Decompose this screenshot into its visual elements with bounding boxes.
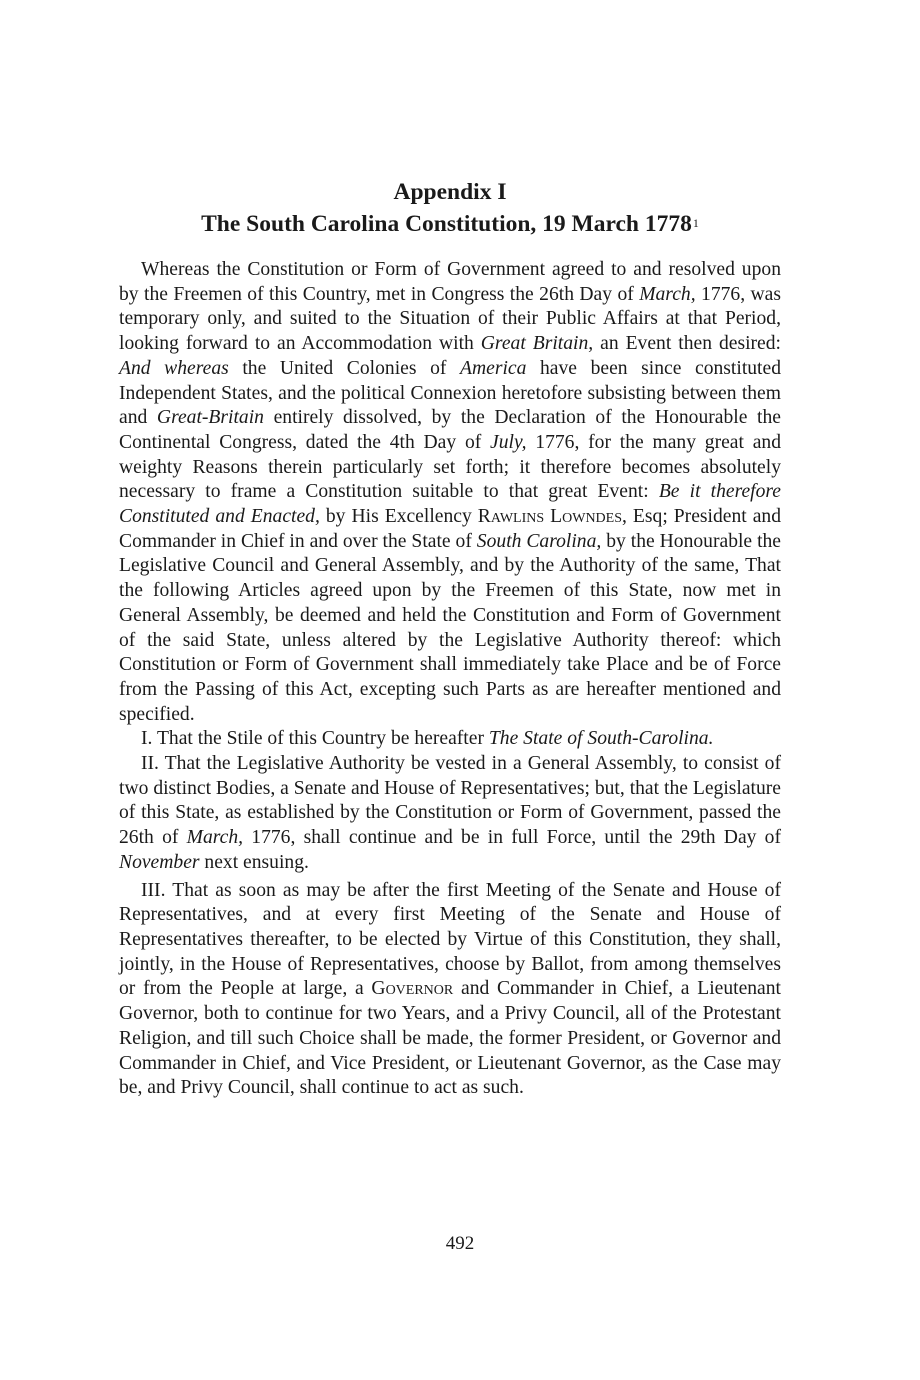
appendix-label: Appendix I <box>393 179 507 205</box>
italic-text: Great Britain, <box>480 333 594 355</box>
text-run: the United Colonies of <box>228 357 460 379</box>
paragraph <box>119 727 781 752</box>
small-caps-text: Governor <box>371 978 454 1000</box>
text-run: II. That the Legislative Authority be vested in a General Assembly, to consist of two distinct Bodies, a Senate and House of Representatives; but, that the Legislature of this State, as established by the Constitution or Form of Government, passed the 26th of <box>119 753 781 849</box>
text-run: next ensuing. <box>199 851 309 873</box>
text-run: by the Honourable the Legislative Council and General Assembly, and by the Authority of the same, That the following Articles agreed upon by the Freemen of this State, now met in General Assembly, be deemed and held the Constitution and Form of Government of the said State, unless altered by the Legislative Authority thereof: which Constitution or Form of Government shall immediately take Place and be of Force from the Passing of this Act, excepting such Parts as are hereafter mentioned and specified. <box>119 530 782 725</box>
italic-text: South Carolina, <box>476 530 602 552</box>
paragraph <box>119 752 781 876</box>
text-run: by His Excellency <box>319 506 478 528</box>
text-run: Whereas the Constitution or Form of Government agreed to and resolved upon by the Freemen of this Country, met in Congress the 26th Day of <box>119 259 781 305</box>
document-title-line <box>119 208 781 240</box>
body-text <box>119 258 781 1101</box>
text-run: have been since constituted Independent States, and the political Connexion heretofore subsisting between them and <box>119 357 781 429</box>
italic-text: And whereas <box>119 357 229 379</box>
document-title: The South Carolina Constitution, 19 March 1778 <box>201 211 692 237</box>
text-run: 1776, shall continue and be in full Force, until the 29th Day of <box>243 827 781 849</box>
italic-text: Be it therefore Constituted and Enacted, <box>119 481 782 528</box>
text-run: III. That as soon as may be after the first Meeting of the Senate and House of Representatives, and at every first Meeting of the Senate and House of Representatives thereafter, to be elected by Virtue of this Constitution, they shall, jointly, in the House of Representatives, choose by Ballot, from among themselves or from the People at large, a <box>119 879 781 1000</box>
italic-text: Great-Britain <box>156 407 264 429</box>
document-page <box>119 176 781 1101</box>
text-run: entirely dissolved, by the Declaration of the Honourable the Continental Congress, dated the 4th Day of <box>119 407 781 453</box>
italic-text: America <box>460 357 527 379</box>
paragraph <box>119 879 781 1101</box>
page-number: 492 <box>445 1233 475 1254</box>
text-run: I. That the Stile of this Country be hereafter <box>141 728 489 750</box>
paragraph <box>119 258 781 727</box>
text-run: an Event then desired: <box>593 333 781 355</box>
italic-text: July, <box>490 431 527 453</box>
text-run: 1776, was temporary only, and suited to the Situation of their Public Affairs at that Period, looking forward to an Accommodation with <box>119 283 781 355</box>
heading-block <box>119 176 781 240</box>
italic-text: March, <box>639 283 696 305</box>
italic-text: March, <box>186 827 244 849</box>
footnote-marker[interactable]: 1 <box>692 216 699 230</box>
text-run: and Commander in Chief, a Lieutenant Governor, both to continue for two Years, and a Privy Council, all of the Protestant Religion, and till such Choice shall be made, the former President, or Governor and Commander in Chief, and Vice President, or Lieutenant Governor, as the Case may be, and Privy Council, shall continue to act as such. <box>119 978 781 1099</box>
small-caps-text: Rawlins Lowndes <box>477 506 623 528</box>
text-run: , Esq; President and Commander in Chief in and over the State of <box>119 506 781 552</box>
text-run: 1776, for the many great and weighty Reasons therein particularly set forth; it therefore becomes absolutely necessary to frame a Constitution suitable to that great Event: <box>119 431 781 503</box>
italic-text: November <box>119 851 200 873</box>
italic-text: The State of South-Carolina. <box>488 728 714 750</box>
